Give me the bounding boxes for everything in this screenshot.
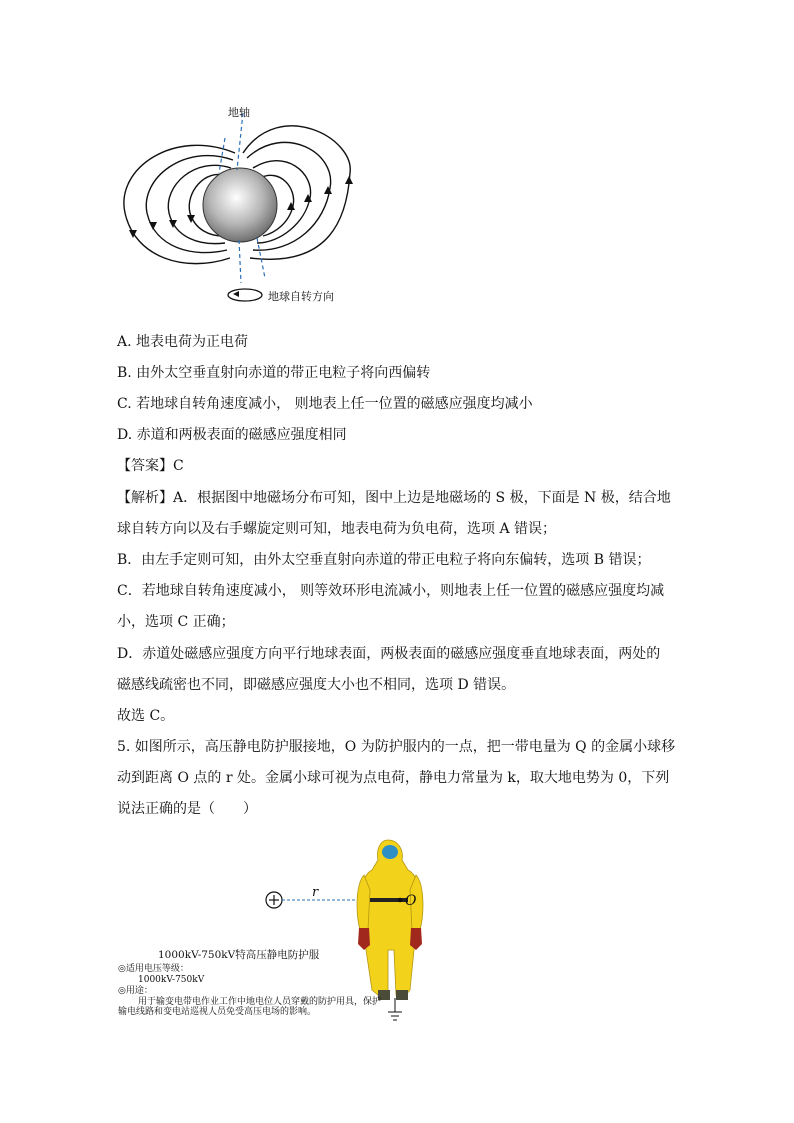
magnetic-axis-bottom [257, 238, 265, 278]
analysis-line: 故选 C。 [117, 708, 175, 724]
o-label: O [405, 893, 417, 909]
analysis-line: 球自转方向以及右手螺旋定则可知，地表电荷为负电荷，选项 A 错误； [117, 521, 557, 537]
earth-sphere [203, 168, 277, 242]
use-text: 输电线路和变电站巡视人员免受高压电场的影响。 [118, 1007, 317, 1017]
rotation-ellipse [228, 289, 262, 301]
use-label: ◎用途： [118, 986, 153, 996]
earth-axis-top [237, 113, 243, 170]
magnetic-axis-top [219, 138, 225, 173]
analysis-line: B．由左手定则可知，由外太空垂直射向赤道的带正电粒子将向东偏转，选项 B 错误； [117, 552, 651, 568]
suit-title: 1000kV-750kV特高压静电防护服 [158, 949, 320, 961]
question5-line: 说法正确的是（ ） [117, 801, 257, 817]
question5-line: 动到距离 O 点的 r 处。金属小球可视为点电荷，静电力常量为 k，取大地电势为 0，下列 [117, 770, 670, 786]
option-b: B. 由外太空垂直射向赤道的带正电粒子将向西偏转 [117, 365, 431, 381]
earth-magnetic-field-figure [115, 98, 365, 308]
analysis-line: C．若地球自转角速度减小， 则等效环形电流减小，则地表上任一位置的磁感应强度均减 [117, 583, 665, 599]
earth-axis-bottom [239, 240, 241, 283]
use-text: 用于输变电带电作业工作中地电位人员穿戴的防护用具，保护 [138, 997, 382, 1007]
analysis-line: 【解析】A．根据图中地磁场分布可知，图中上边是地磁场的 S 极，下面是 N 极，结合地 [117, 490, 671, 506]
question5-line: 5. 如图所示，高压静电防护服接地，O 为防护服内的一点，把一带电量为 Q 的金属小球移 [117, 739, 676, 755]
spec-value: 1000kV-750kV [138, 975, 205, 985]
r-label: r [312, 885, 319, 900]
option-d: D. 赤道和两极表面的磁感应强度相同 [117, 427, 347, 443]
option-a: A. 地表电荷为正电荷 [117, 334, 249, 350]
analysis-line: 小，选项 C 正确； [117, 614, 235, 630]
spec-label: ◎适用电压等级： [118, 964, 189, 974]
point-o [398, 898, 402, 902]
axis-label: 地轴 [228, 106, 250, 119]
rotation-arrow-icon [233, 291, 239, 297]
option-c: C. 若地球自转角速度减小， 则地表上任一位置的磁感应强度均减小 [117, 396, 533, 412]
suit-person [357, 840, 423, 1020]
analysis-line: 磁感线疏密也不同，即磁感应强度大小也不相同，选项 D 错误。 [117, 677, 516, 693]
rotation-label: 地球自转方向 [268, 290, 334, 303]
analysis-line: D．赤道处磁感应强度方向平行地球表面，两极表面的磁感应强度垂直地球表面，两处的 [117, 646, 661, 662]
answer: 【答案】C [117, 458, 184, 474]
protective-suit-figure [260, 830, 450, 1025]
